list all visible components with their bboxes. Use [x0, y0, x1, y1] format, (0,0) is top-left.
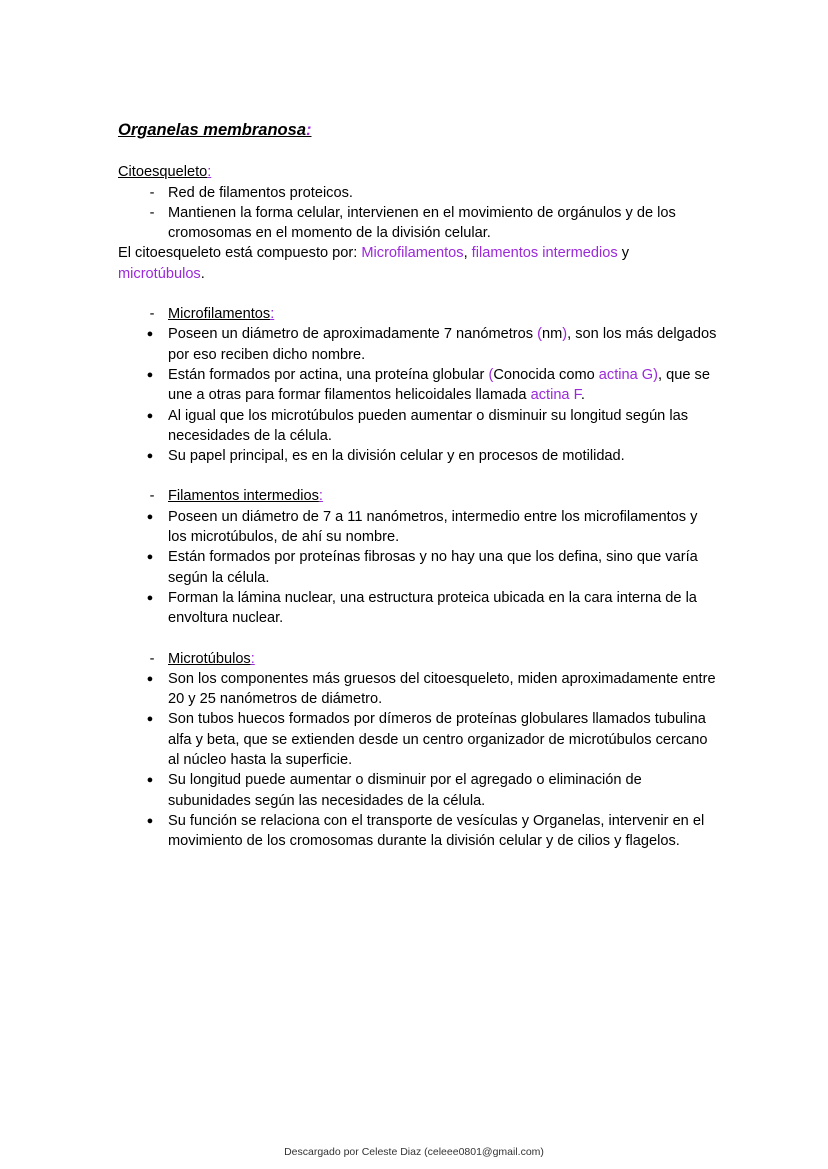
list-item-text: Al igual que los microtúbulos pueden aumentar o disminuir su longitud según las necesidades de la célula.	[168, 407, 689, 444]
list-item	[118, 770, 718, 811]
spacer	[118, 629, 718, 649]
list-item-text: Están formados por proteínas fibrosas y no hay una que los defina, sino que varía según la célula.	[168, 549, 698, 586]
term-actina-g: actina G	[598, 366, 654, 383]
spacer	[118, 284, 718, 304]
text-run: Están formados por actina, una proteína globular	[168, 366, 489, 383]
title-colon: :	[306, 121, 312, 139]
list-item	[118, 183, 718, 203]
microtubulos-list	[118, 649, 718, 852]
heading-text: Filamentos intermedios	[168, 488, 319, 505]
bullet-marker: ●	[146, 713, 154, 726]
spacer	[118, 466, 718, 486]
dash-marker: -	[149, 204, 155, 221]
term-microfilamentos: Microfilamentos	[361, 245, 464, 262]
bullet-marker: ●	[146, 328, 154, 341]
list-item-text: Su función se relaciona con el transporte de vesículas y Organelas, intervenir en el movimiento de los cromosomas durante la división celular y de cilios y flagelos.	[168, 812, 705, 850]
citoesqueleto-list	[118, 183, 718, 244]
list-item	[118, 446, 718, 466]
list-item	[118, 324, 718, 365]
heading-colon: :	[250, 650, 255, 667]
term-microtubulos: microtúbulos	[118, 265, 201, 282]
section-heading-filamentos-intermedios	[118, 486, 718, 506]
bullet-marker: ●	[146, 774, 154, 787]
list-item-text: Son tubos huecos formados por dímeros de proteínas globulares llamados tubulina alfa y beta, que se extienden desde un centro organizador de microtúbulos cercano al núcleo hasta la superficie.	[168, 711, 708, 769]
filamentos-list	[118, 486, 718, 628]
list-item-text: Son los componentes más gruesos del citoesqueleto, miden aproximadamente entre 20 y 25 nanómetros de diámetro.	[168, 670, 716, 708]
list-item	[118, 669, 718, 710]
download-footer: Descargado por Celeste Diaz (celeee0801@gmail.com)	[284, 1146, 544, 1158]
heading-text: Citoesqueleto	[118, 164, 208, 181]
microfilamentos-list	[118, 304, 718, 466]
list-item-text: Red de filamentos proteicos.	[168, 184, 353, 201]
page-title	[118, 120, 718, 140]
dash-marker: -	[149, 488, 155, 505]
list-item	[118, 365, 718, 406]
list-item-text: Poseen un diámetro de 7 a 11 nanómetros, intermedio entre los microfilamentos y los microtúbulos, de ahí su nombre.	[168, 508, 698, 546]
bullet-marker: ●	[146, 551, 154, 564]
list-item	[118, 406, 718, 447]
composition-prefix: El citoesqueleto está compuesto por:	[118, 245, 362, 262]
document-body	[118, 120, 718, 852]
list-item	[118, 507, 718, 548]
paren-close: )	[562, 326, 568, 343]
title-text: Organelas membranosa	[118, 121, 306, 139]
term-filamentos-intermedios: filamentos intermedios	[471, 245, 618, 262]
text-run: Poseen un diámetro de aproximadamente 7 nanómetros	[168, 326, 538, 343]
heading-text: Microtúbulos	[168, 650, 251, 667]
composition-paragraph	[118, 243, 718, 284]
text-run: , que se une a otras para formar filamentos helicoidales llamada	[168, 366, 710, 404]
period: .	[580, 387, 585, 404]
bullet-marker: ●	[146, 510, 154, 523]
list-item	[118, 811, 718, 852]
dash-marker: -	[149, 306, 155, 323]
list-item	[118, 547, 718, 588]
section-heading-citoesqueleto	[118, 162, 718, 182]
term-actina-f: actina F	[530, 387, 581, 404]
separator: ,	[463, 245, 472, 262]
bullet-marker: ●	[146, 672, 154, 685]
bullet-marker: ●	[146, 814, 154, 827]
paren-close: )	[653, 366, 659, 383]
text-run: Conocida como	[493, 366, 599, 383]
list-item-text: Mantienen la forma celular, intervienen en el movimiento de orgánulos y de los cromosomas en el momento de la división celular.	[168, 204, 676, 242]
heading-colon: :	[318, 488, 323, 505]
list-item	[118, 203, 718, 244]
section-heading-microtubulos	[118, 649, 718, 669]
heading-colon: :	[270, 306, 275, 323]
bullet-marker: ●	[146, 409, 154, 422]
heading-text: Microfilamentos	[168, 306, 271, 323]
separator: y	[617, 245, 630, 262]
section-heading-microfilamentos	[118, 304, 718, 324]
bullet-marker: ●	[146, 368, 154, 381]
heading-colon: :	[207, 164, 212, 181]
dash-marker: -	[149, 184, 155, 201]
text-run: nm	[542, 326, 563, 343]
bullet-marker: ●	[146, 450, 154, 463]
list-item-text: Su longitud puede aumentar o disminuir por el agregado o eliminación de subunidades según las necesidades de la célula.	[168, 772, 642, 809]
bullet-marker: ●	[146, 591, 154, 604]
list-item-text: Forman la lámina nuclear, una estructura proteica ubicada en la cara interna de la envoltura nuclear.	[168, 589, 697, 627]
dash-marker: -	[149, 650, 155, 667]
list-item	[118, 709, 718, 770]
text-run: , son los más delgados por eso reciben dicho nombre.	[168, 326, 717, 363]
paren-open: (	[537, 326, 542, 343]
period: .	[200, 265, 205, 282]
list-item	[118, 588, 718, 629]
list-item-text: Su papel principal, es en la división celular y en procesos de motilidad.	[168, 448, 625, 465]
paren-open: (	[488, 366, 494, 383]
